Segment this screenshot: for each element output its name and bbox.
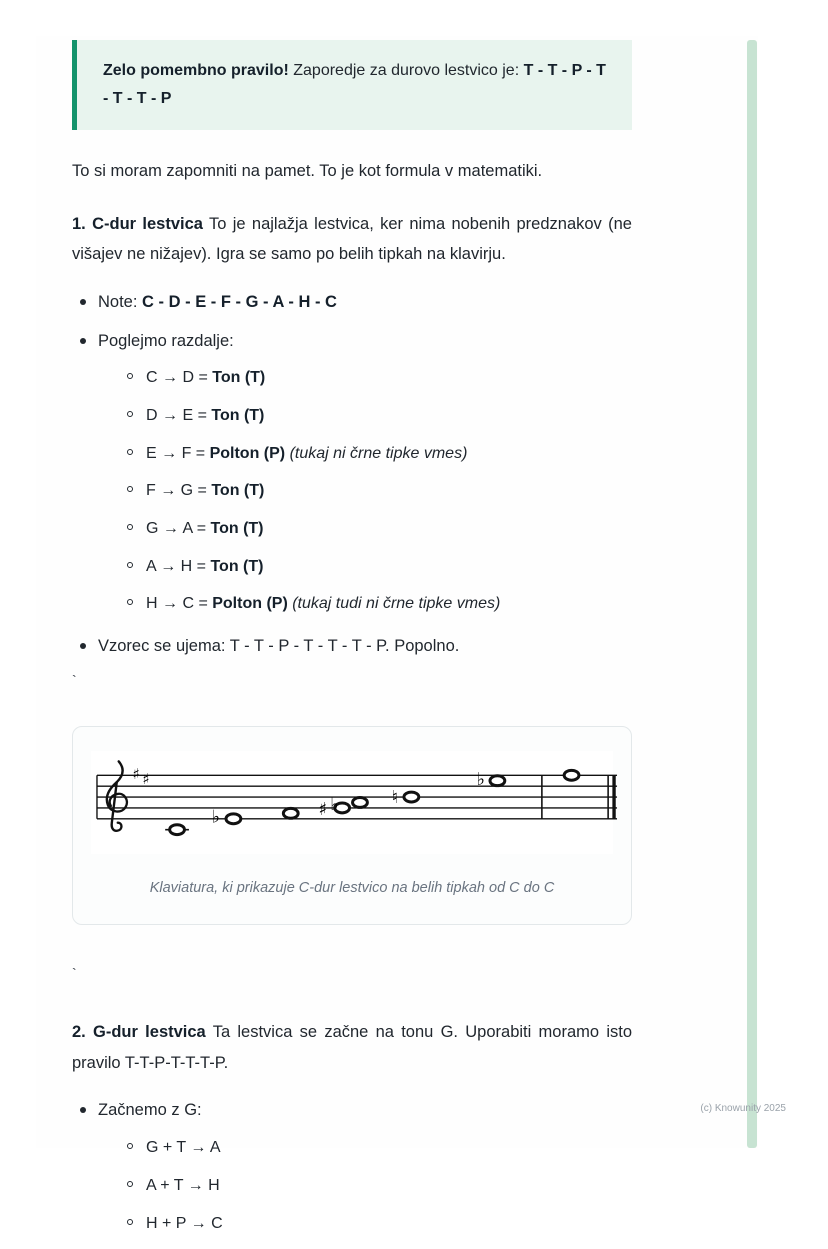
callout-pattern: T - T - P - T - T - T - P	[103, 62, 606, 107]
step-prefix: G → A =	[146, 520, 211, 538]
gdur-step	[126, 1136, 632, 1159]
section2-list	[78, 1098, 632, 1234]
step-prefix: F → G =	[146, 482, 212, 500]
distance-step	[126, 479, 632, 502]
gdur-sublist	[126, 1136, 632, 1235]
section2-text: Ta lestvica se začne na tonu G. Uporabiti moramo isto pravilo T-T-P-T-T-T-P.	[72, 1023, 632, 1072]
circle-bullet-icon	[127, 449, 133, 455]
distances-label: Poglejmo razdalje:	[98, 331, 234, 350]
step-prefix: H → C =	[146, 595, 213, 613]
notes-sequence: C - D - E - F - G - A - H - C	[142, 292, 337, 311]
whole-notes	[165, 771, 579, 835]
treble-clef-icon	[107, 762, 127, 831]
distance-sublist	[126, 366, 632, 615]
list-item-notes	[78, 290, 632, 315]
step-interval: Ton (T)	[211, 482, 265, 500]
step-text: A + T → H	[146, 1176, 220, 1194]
step-text: G + T → A	[146, 1139, 221, 1157]
circle-bullet-icon	[127, 599, 133, 605]
step-prefix: A → H =	[146, 557, 211, 575]
section2-heading: 2. G-dur lestvica	[72, 1023, 206, 1042]
distance-step	[126, 517, 632, 540]
section2-paragraph	[72, 1017, 632, 1078]
music-staff-image	[91, 751, 613, 854]
circle-bullet-icon	[127, 524, 133, 530]
section1-heading: 1. C-dur lestvica	[72, 214, 203, 233]
step-interval: Ton (T)	[212, 369, 266, 387]
flat-icon: ♭	[330, 794, 339, 816]
distance-step	[126, 404, 632, 427]
step-text: H + P → C	[146, 1214, 223, 1232]
circle-bullet-icon	[127, 562, 133, 568]
gdur-step	[126, 1212, 632, 1235]
important-rule-callout	[72, 40, 632, 130]
step-prefix: C → D =	[146, 369, 213, 387]
callout-lead: Zelo pomembno pravilo!	[103, 62, 289, 79]
distance-step	[126, 442, 632, 465]
flat-icon: ♭	[211, 807, 221, 829]
list-item-start	[78, 1098, 632, 1234]
list-item-pattern	[78, 634, 632, 659]
step-interval: Polton (P)	[209, 444, 286, 462]
distance-step	[126, 366, 632, 389]
pattern-text: Vzorec se ujema: T - T - P - T - T - T - P. Popolno.	[98, 636, 460, 655]
figure-caption: Klaviatura, ki prikazuje C-dur lestvico na belih tipkah od C do C	[149, 880, 555, 897]
step-interval: Ton (T)	[210, 520, 264, 538]
stray-backtick: `	[72, 672, 77, 689]
step-prefix: D → E =	[146, 406, 212, 424]
gdur-step	[126, 1174, 632, 1197]
staff-svg	[95, 757, 619, 843]
circle-bullet-icon	[127, 1181, 133, 1187]
section1-text: To je najlažja lestvica, ker nima nobenih predznakov (ne višajev ne nižajev). Igra se samo po belih tipkah na klavirju.	[72, 214, 632, 264]
list-item-distances	[78, 329, 632, 616]
step-interval: Polton (P)	[212, 595, 288, 613]
step-note: (tukaj tudi ni črne tipke vmes)	[287, 595, 501, 613]
step-interval: Ton (T)	[211, 406, 265, 424]
circle-bullet-icon	[127, 373, 133, 379]
stray-backtick: `	[72, 965, 77, 982]
step-prefix: E → F =	[146, 444, 210, 462]
notation-figure-card	[72, 726, 632, 925]
document-content	[72, 40, 632, 1249]
intro-paragraph: To si moram zapomniti na pamet. To je kot formula v matematiki.	[72, 162, 543, 180]
decorative-green-stripe	[747, 40, 757, 1148]
bullet-icon	[80, 299, 86, 305]
key-sharp-icon: ♯	[142, 771, 150, 789]
bullet-icon	[80, 338, 86, 344]
flat-icon: ♭	[476, 769, 486, 791]
section1-paragraph	[72, 209, 632, 270]
notes-prefix: Note:	[98, 292, 143, 311]
bullet-icon	[80, 1107, 86, 1113]
bullet-icon	[80, 643, 86, 649]
key-sharp-icon: ♯	[132, 766, 140, 784]
distance-step	[126, 555, 632, 578]
natural-icon: ♮	[391, 787, 398, 809]
sharp-icon: ♯	[318, 799, 328, 821]
step-interval: Ton (T)	[210, 557, 264, 575]
callout-text: Zaporedje za durovo lestvico je:	[288, 62, 524, 79]
copyright-notice: (c) Knowunity 2025	[700, 1103, 786, 1114]
step-note: (tukaj ni črne tipke vmes)	[285, 444, 468, 462]
circle-bullet-icon	[127, 486, 133, 492]
start-label: Začnemo z G:	[98, 1101, 202, 1120]
distance-step	[126, 592, 632, 615]
circle-bullet-icon	[127, 1143, 133, 1149]
section1-list	[78, 290, 632, 659]
circle-bullet-icon	[127, 411, 133, 417]
circle-bullet-icon	[127, 1219, 133, 1225]
